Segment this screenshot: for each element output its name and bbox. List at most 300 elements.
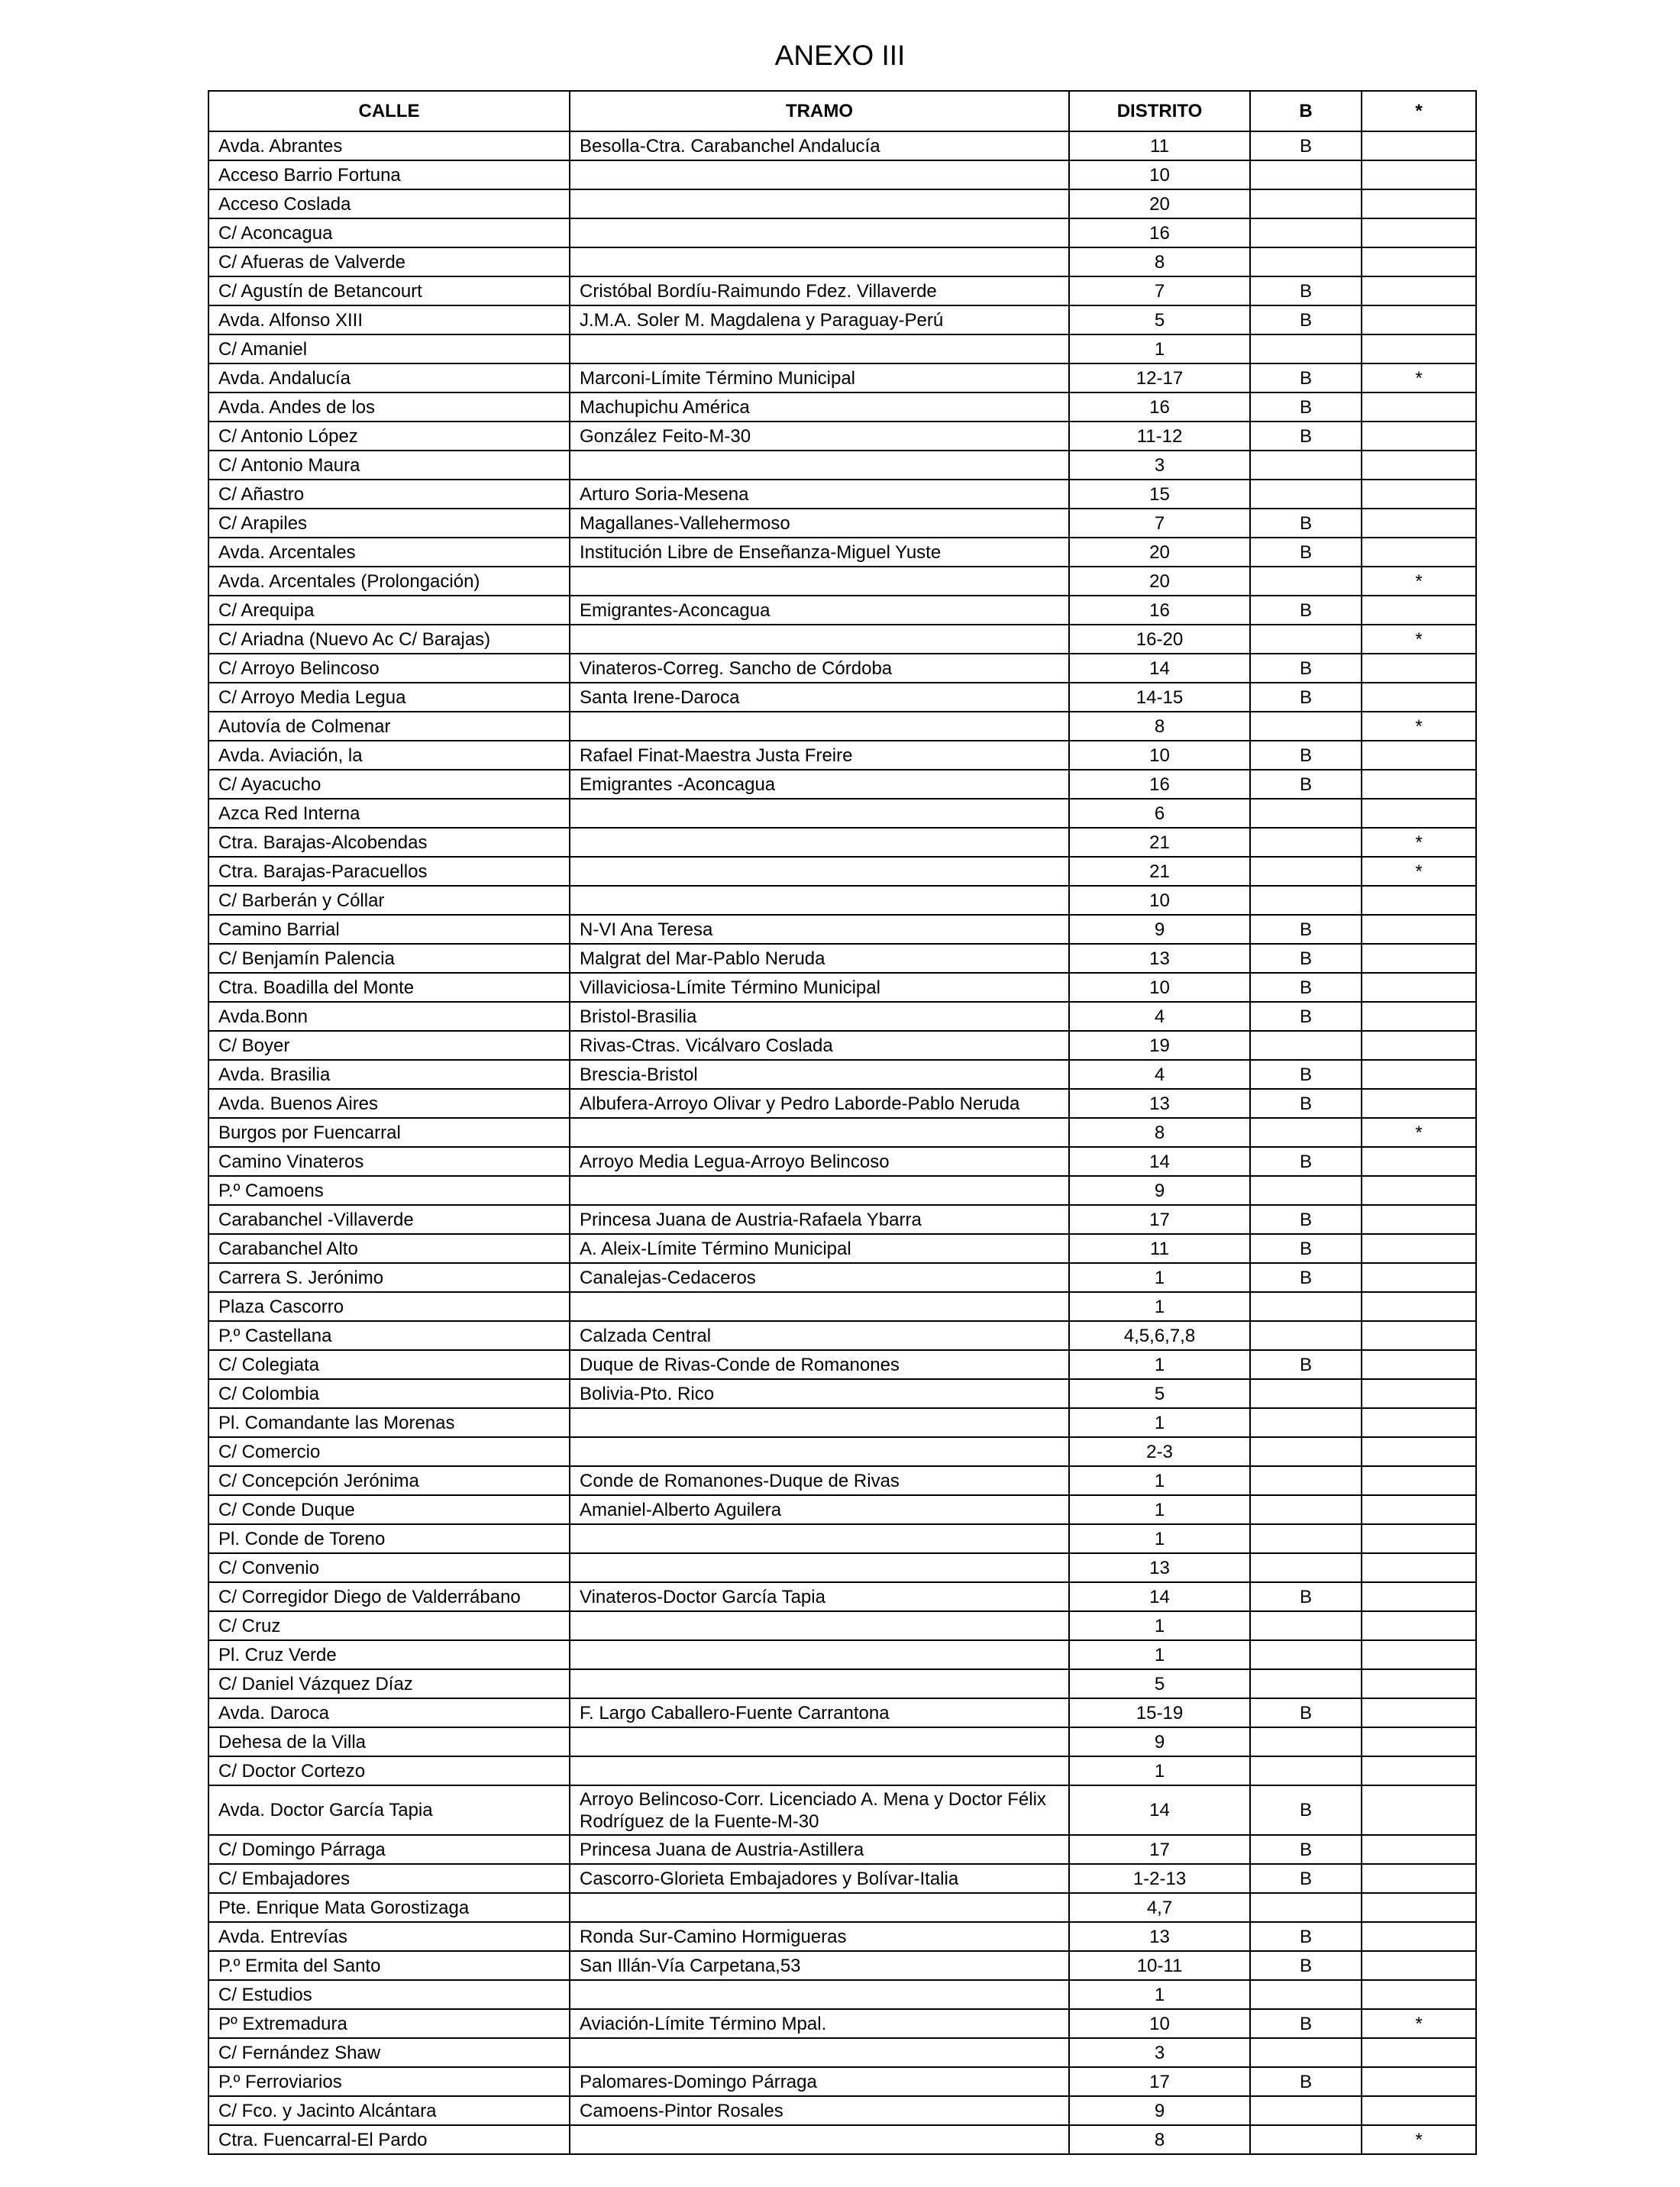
cell-b: B bbox=[1250, 915, 1362, 944]
cell-b bbox=[1250, 160, 1362, 189]
cell-star bbox=[1362, 422, 1476, 451]
cell-star bbox=[1362, 189, 1476, 218]
table-row bbox=[208, 1864, 1476, 1893]
cell-calle: Avda. Arcentales bbox=[208, 538, 570, 567]
cell-b: B bbox=[1250, 1089, 1362, 1118]
table-row bbox=[208, 160, 1476, 189]
cell-tramo bbox=[570, 2125, 1069, 2154]
cell-calle: C/ Domingo Párraga bbox=[208, 1835, 570, 1864]
cell-tramo bbox=[570, 160, 1069, 189]
cell-tramo: Bristol-Brasilia bbox=[570, 1002, 1069, 1031]
cell-b bbox=[1250, 886, 1362, 915]
cell-star: * bbox=[1362, 625, 1476, 654]
cell-calle: C/ Arroyo Belincoso bbox=[208, 654, 570, 683]
cell-star bbox=[1362, 2067, 1476, 2096]
cell-b bbox=[1250, 189, 1362, 218]
table-row bbox=[208, 1951, 1476, 1980]
cell-distrito: 8 bbox=[1069, 712, 1250, 741]
cell-distrito: 11 bbox=[1069, 1234, 1250, 1263]
table-row bbox=[208, 1379, 1476, 1408]
cell-star bbox=[1362, 131, 1476, 160]
table-row bbox=[208, 2067, 1476, 2096]
cell-calle: Avda. Daroca bbox=[208, 1698, 570, 1727]
cell-calle: C/ Colegiata bbox=[208, 1350, 570, 1379]
cell-star bbox=[1362, 1060, 1476, 1089]
cell-b: B bbox=[1250, 276, 1362, 305]
table-row bbox=[208, 1980, 1476, 2009]
cell-star bbox=[1362, 741, 1476, 770]
cell-b bbox=[1250, 1669, 1362, 1698]
cell-tramo: Cristóbal Bordíu-Raimundo Fdez. Villaverde bbox=[570, 276, 1069, 305]
cell-calle: Avda.Bonn bbox=[208, 1002, 570, 1031]
table-row bbox=[208, 1756, 1476, 1785]
cell-distrito: 17 bbox=[1069, 1835, 1250, 1864]
cell-distrito: 21 bbox=[1069, 828, 1250, 857]
cell-calle: C/ Arroyo Media Legua bbox=[208, 683, 570, 712]
cell-tramo: San Illán-Vía Carpetana,53 bbox=[570, 1951, 1069, 1980]
cell-tramo: A. Aleix-Límite Término Municipal bbox=[570, 1234, 1069, 1263]
cell-star bbox=[1362, 1495, 1476, 1524]
cell-calle: Camino Vinateros bbox=[208, 1147, 570, 1176]
cell-star bbox=[1362, 1756, 1476, 1785]
table-row bbox=[208, 741, 1476, 770]
cell-distrito: 14 bbox=[1069, 1582, 1250, 1611]
cell-distrito: 14 bbox=[1069, 1147, 1250, 1176]
cell-distrito: 8 bbox=[1069, 1118, 1250, 1147]
cell-calle: Camino Barrial bbox=[208, 915, 570, 944]
cell-distrito: 10 bbox=[1069, 2009, 1250, 2038]
cell-calle: Avda. Entrevías bbox=[208, 1922, 570, 1951]
cell-b bbox=[1250, 1031, 1362, 1060]
cell-calle: C/ Ariadna (Nuevo Ac C/ Barajas) bbox=[208, 625, 570, 654]
table-row bbox=[208, 1234, 1476, 1263]
cell-calle: Avda. Andes de los bbox=[208, 392, 570, 422]
cell-b: B bbox=[1250, 2067, 1362, 2096]
cell-distrito: 17 bbox=[1069, 2067, 1250, 2096]
cell-distrito: 17 bbox=[1069, 1205, 1250, 1234]
cell-star: * bbox=[1362, 567, 1476, 596]
cell-b bbox=[1250, 857, 1362, 886]
table-row bbox=[208, 1553, 1476, 1582]
cell-calle: C/ Corregidor Diego de Valderrábano bbox=[208, 1582, 570, 1611]
cell-calle: C/ Amaniel bbox=[208, 334, 570, 363]
cell-distrito: 19 bbox=[1069, 1031, 1250, 1060]
cell-calle: Ctra. Barajas-Paracuellos bbox=[208, 857, 570, 886]
cell-star: * bbox=[1362, 2009, 1476, 2038]
cell-star bbox=[1362, 247, 1476, 276]
cell-calle: Avda. Arcentales (Prolongación) bbox=[208, 567, 570, 596]
cell-calle: Avda. Brasilia bbox=[208, 1060, 570, 1089]
cell-calle: C/ Fernández Shaw bbox=[208, 2038, 570, 2067]
cell-b bbox=[1250, 1611, 1362, 1640]
cell-star bbox=[1362, 1582, 1476, 1611]
cell-calle: C/ Fco. y Jacinto Alcántara bbox=[208, 2096, 570, 2125]
cell-star bbox=[1362, 1379, 1476, 1408]
cell-b bbox=[1250, 1553, 1362, 1582]
cell-distrito: 9 bbox=[1069, 2096, 1250, 2125]
cell-b: B bbox=[1250, 944, 1362, 973]
cell-tramo bbox=[570, 1893, 1069, 1922]
cell-calle: C/ Aconcagua bbox=[208, 218, 570, 247]
cell-b: B bbox=[1250, 1060, 1362, 1089]
table-row bbox=[208, 596, 1476, 625]
cell-calle: Avda. Abrantes bbox=[208, 131, 570, 160]
cell-calle: C/ Arapiles bbox=[208, 509, 570, 538]
cell-star bbox=[1362, 392, 1476, 422]
cell-star bbox=[1362, 1864, 1476, 1893]
cell-distrito: 2-3 bbox=[1069, 1437, 1250, 1466]
cell-calle: Azca Red Interna bbox=[208, 799, 570, 828]
cell-distrito: 16-20 bbox=[1069, 625, 1250, 654]
cell-tramo: N-VI Ana Teresa bbox=[570, 915, 1069, 944]
cell-tramo: Canalejas-Cedaceros bbox=[570, 1263, 1069, 1292]
cell-distrito: 5 bbox=[1069, 1379, 1250, 1408]
cell-tramo: Malgrat del Mar-Pablo Neruda bbox=[570, 944, 1069, 973]
cell-tramo: Amaniel-Alberto Aguilera bbox=[570, 1495, 1069, 1524]
cell-calle: Pte. Enrique Mata Gorostizaga bbox=[208, 1893, 570, 1922]
cell-calle: C/ Comercio bbox=[208, 1437, 570, 1466]
table-row bbox=[208, 683, 1476, 712]
table-row bbox=[208, 1835, 1476, 1864]
cell-star bbox=[1362, 1292, 1476, 1321]
cell-tramo: Arroyo Media Legua-Arroyo Belincoso bbox=[570, 1147, 1069, 1176]
cell-distrito: 1 bbox=[1069, 334, 1250, 363]
cell-distrito: 16 bbox=[1069, 770, 1250, 799]
table-body bbox=[208, 131, 1476, 2154]
cell-tramo bbox=[570, 247, 1069, 276]
cell-star bbox=[1362, 160, 1476, 189]
cell-b bbox=[1250, 1437, 1362, 1466]
cell-tramo: Vinateros-Correg. Sancho de Córdoba bbox=[570, 654, 1069, 683]
cell-star bbox=[1362, 683, 1476, 712]
cell-b: B bbox=[1250, 770, 1362, 799]
cell-calle: Pº Extremadura bbox=[208, 2009, 570, 2038]
cell-star bbox=[1362, 973, 1476, 1002]
cell-tramo bbox=[570, 218, 1069, 247]
cell-star bbox=[1362, 480, 1476, 509]
table-row bbox=[208, 247, 1476, 276]
cell-calle: C/ Convenio bbox=[208, 1553, 570, 1582]
cell-b: B bbox=[1250, 538, 1362, 567]
cell-distrito: 1 bbox=[1069, 1466, 1250, 1495]
cell-b: B bbox=[1250, 1263, 1362, 1292]
cell-star bbox=[1362, 1951, 1476, 1980]
cell-tramo: Calzada Central bbox=[570, 1321, 1069, 1350]
table-row bbox=[208, 2125, 1476, 2154]
cell-calle: Avda. Doctor García Tapia bbox=[208, 1785, 570, 1835]
cell-tramo bbox=[570, 1727, 1069, 1756]
cell-calle: Ctra. Fuencarral-El Pardo bbox=[208, 2125, 570, 2154]
cell-tramo: Duque de Rivas-Conde de Romanones bbox=[570, 1350, 1069, 1379]
cell-calle: Ctra. Boadilla del Monte bbox=[208, 973, 570, 1002]
cell-distrito: 20 bbox=[1069, 567, 1250, 596]
cell-tramo bbox=[570, 1553, 1069, 1582]
table-row bbox=[208, 1263, 1476, 1292]
cell-b bbox=[1250, 2125, 1362, 2154]
table-row bbox=[208, 218, 1476, 247]
cell-tramo: Rivas-Ctras. Vicálvaro Coslada bbox=[570, 1031, 1069, 1060]
cell-b bbox=[1250, 1292, 1362, 1321]
street-table bbox=[208, 90, 1477, 2155]
cell-distrito: 14 bbox=[1069, 1785, 1250, 1835]
cell-star bbox=[1362, 770, 1476, 799]
cell-calle: Burgos por Fuencarral bbox=[208, 1118, 570, 1147]
cell-calle: C/ Añastro bbox=[208, 480, 570, 509]
cell-b bbox=[1250, 712, 1362, 741]
cell-star bbox=[1362, 886, 1476, 915]
cell-b: B bbox=[1250, 1350, 1362, 1379]
table-row bbox=[208, 857, 1476, 886]
cell-b bbox=[1250, 799, 1362, 828]
cell-calle: Pl. Comandante las Morenas bbox=[208, 1408, 570, 1437]
table-row bbox=[208, 1118, 1476, 1147]
cell-b bbox=[1250, 1379, 1362, 1408]
cell-b: B bbox=[1250, 1951, 1362, 1980]
table-row bbox=[208, 276, 1476, 305]
cell-distrito: 13 bbox=[1069, 1089, 1250, 1118]
table-row bbox=[208, 1060, 1476, 1089]
cell-star bbox=[1362, 2096, 1476, 2125]
cell-calle: C/ Barberán y Cóllar bbox=[208, 886, 570, 915]
cell-star: * bbox=[1362, 828, 1476, 857]
cell-calle: Avda. Andalucía bbox=[208, 363, 570, 392]
cell-b bbox=[1250, 2096, 1362, 2125]
table-row bbox=[208, 422, 1476, 451]
cell-b: B bbox=[1250, 392, 1362, 422]
cell-calle: Pl. Cruz Verde bbox=[208, 1640, 570, 1669]
page-title: ANEXO III bbox=[774, 40, 906, 71]
cell-tramo bbox=[570, 799, 1069, 828]
cell-calle: Carabanchel -Villaverde bbox=[208, 1205, 570, 1234]
table-row bbox=[208, 392, 1476, 422]
table-row bbox=[208, 1495, 1476, 1524]
cell-b: B bbox=[1250, 131, 1362, 160]
cell-tramo: J.M.A. Soler M. Magdalena y Paraguay-Perú bbox=[570, 305, 1069, 334]
cell-tramo: Marconi-Límite Término Municipal bbox=[570, 363, 1069, 392]
table-row bbox=[208, 799, 1476, 828]
cell-calle: C/ Agustín de Betancourt bbox=[208, 276, 570, 305]
cell-b: B bbox=[1250, 1205, 1362, 1234]
cell-tramo: Santa Irene-Daroca bbox=[570, 683, 1069, 712]
cell-tramo bbox=[570, 1437, 1069, 1466]
cell-star: * bbox=[1362, 2125, 1476, 2154]
table-row bbox=[208, 1292, 1476, 1321]
cell-calle: Carrera S. Jerónimo bbox=[208, 1263, 570, 1292]
table-row bbox=[208, 944, 1476, 973]
cell-tramo bbox=[570, 1669, 1069, 1698]
cell-star bbox=[1362, 944, 1476, 973]
cell-distrito: 11 bbox=[1069, 131, 1250, 160]
cell-b bbox=[1250, 1524, 1362, 1553]
cell-star bbox=[1362, 596, 1476, 625]
cell-distrito: 10 bbox=[1069, 973, 1250, 1002]
cell-distrito: 1 bbox=[1069, 1524, 1250, 1553]
cell-distrito: 9 bbox=[1069, 915, 1250, 944]
cell-distrito: 4,5,6,7,8 bbox=[1069, 1321, 1250, 1350]
cell-star bbox=[1362, 1835, 1476, 1864]
cell-tramo: Ronda Sur-Camino Hormigueras bbox=[570, 1922, 1069, 1951]
cell-tramo bbox=[570, 2038, 1069, 2067]
cell-tramo bbox=[570, 857, 1069, 886]
table-row bbox=[208, 1031, 1476, 1060]
table-row bbox=[208, 1321, 1476, 1350]
cell-b bbox=[1250, 625, 1362, 654]
table-row bbox=[208, 334, 1476, 363]
cell-calle: C/ Concepción Jerónima bbox=[208, 1466, 570, 1495]
cell-tramo bbox=[570, 567, 1069, 596]
table-row bbox=[208, 1640, 1476, 1669]
table-row bbox=[208, 1147, 1476, 1176]
cell-star bbox=[1362, 799, 1476, 828]
cell-calle: P.º Ferroviarios bbox=[208, 2067, 570, 2096]
header-b: B bbox=[1250, 91, 1362, 131]
cell-calle: C/ Afueras de Valverde bbox=[208, 247, 570, 276]
cell-b bbox=[1250, 1321, 1362, 1350]
table-row bbox=[208, 1437, 1476, 1466]
cell-b: B bbox=[1250, 1785, 1362, 1835]
cell-tramo bbox=[570, 1292, 1069, 1321]
cell-tramo: Emigrantes -Aconcagua bbox=[570, 770, 1069, 799]
cell-tramo: Palomares-Domingo Párraga bbox=[570, 2067, 1069, 2096]
header-calle: CALLE bbox=[208, 91, 570, 131]
table-row bbox=[208, 828, 1476, 857]
cell-distrito: 4 bbox=[1069, 1060, 1250, 1089]
cell-tramo: Conde de Romanones-Duque de Rivas bbox=[570, 1466, 1069, 1495]
cell-tramo bbox=[570, 828, 1069, 857]
cell-distrito: 10 bbox=[1069, 741, 1250, 770]
cell-b: B bbox=[1250, 305, 1362, 334]
table-row bbox=[208, 1466, 1476, 1495]
cell-distrito: 16 bbox=[1069, 218, 1250, 247]
cell-distrito: 3 bbox=[1069, 451, 1250, 480]
cell-calle: Plaza Cascorro bbox=[208, 1292, 570, 1321]
table-row bbox=[208, 480, 1476, 509]
cell-star bbox=[1362, 1031, 1476, 1060]
cell-b bbox=[1250, 2038, 1362, 2067]
cell-distrito: 21 bbox=[1069, 857, 1250, 886]
cell-b bbox=[1250, 1466, 1362, 1495]
cell-star bbox=[1362, 1640, 1476, 1669]
cell-star bbox=[1362, 334, 1476, 363]
table-row bbox=[208, 189, 1476, 218]
cell-star: * bbox=[1362, 363, 1476, 392]
cell-star bbox=[1362, 1698, 1476, 1727]
cell-star bbox=[1362, 1669, 1476, 1698]
cell-b bbox=[1250, 218, 1362, 247]
cell-distrito: 1-2-13 bbox=[1069, 1864, 1250, 1893]
cell-distrito: 1 bbox=[1069, 1263, 1250, 1292]
table-row bbox=[208, 1524, 1476, 1553]
cell-distrito: 4 bbox=[1069, 1002, 1250, 1031]
cell-distrito: 9 bbox=[1069, 1176, 1250, 1205]
cell-b bbox=[1250, 1118, 1362, 1147]
cell-tramo: Besolla-Ctra. Carabanchel Andalucía bbox=[570, 131, 1069, 160]
table-row bbox=[208, 1698, 1476, 1727]
cell-calle: C/ Embajadores bbox=[208, 1864, 570, 1893]
cell-star: * bbox=[1362, 1118, 1476, 1147]
cell-tramo: Emigrantes-Aconcagua bbox=[570, 596, 1069, 625]
cell-tramo: González Feito-M-30 bbox=[570, 422, 1069, 451]
cell-b: B bbox=[1250, 2009, 1362, 2038]
cell-b bbox=[1250, 1495, 1362, 1524]
cell-star bbox=[1362, 1727, 1476, 1756]
cell-b bbox=[1250, 1176, 1362, 1205]
table-row bbox=[208, 509, 1476, 538]
cell-calle: C/ Boyer bbox=[208, 1031, 570, 1060]
cell-tramo: Vinateros-Doctor García Tapia bbox=[570, 1582, 1069, 1611]
cell-tramo bbox=[570, 334, 1069, 363]
cell-tramo bbox=[570, 1640, 1069, 1669]
cell-distrito: 1 bbox=[1069, 1980, 1250, 2009]
table-row bbox=[208, 131, 1476, 160]
cell-star bbox=[1362, 1263, 1476, 1292]
cell-star: * bbox=[1362, 857, 1476, 886]
cell-distrito: 16 bbox=[1069, 392, 1250, 422]
cell-b bbox=[1250, 567, 1362, 596]
cell-star bbox=[1362, 305, 1476, 334]
cell-b bbox=[1250, 247, 1362, 276]
cell-distrito: 5 bbox=[1069, 1669, 1250, 1698]
cell-distrito: 1 bbox=[1069, 1350, 1250, 1379]
cell-distrito: 15 bbox=[1069, 480, 1250, 509]
table-row bbox=[208, 1785, 1476, 1835]
cell-distrito: 13 bbox=[1069, 1553, 1250, 1582]
cell-b: B bbox=[1250, 1582, 1362, 1611]
cell-distrito: 14-15 bbox=[1069, 683, 1250, 712]
cell-calle: Acceso Barrio Fortuna bbox=[208, 160, 570, 189]
cell-tramo bbox=[570, 451, 1069, 480]
cell-calle: C/ Benjamín Palencia bbox=[208, 944, 570, 973]
table-row bbox=[208, 305, 1476, 334]
cell-tramo: Bolivia-Pto. Rico bbox=[570, 1379, 1069, 1408]
cell-star bbox=[1362, 1922, 1476, 1951]
cell-tramo bbox=[570, 1756, 1069, 1785]
table-row bbox=[208, 2009, 1476, 2038]
cell-tramo: Arturo Soria-Mesena bbox=[570, 480, 1069, 509]
cell-distrito: 11-12 bbox=[1069, 422, 1250, 451]
cell-distrito: 13 bbox=[1069, 944, 1250, 973]
cell-distrito: 5 bbox=[1069, 305, 1250, 334]
table-row bbox=[208, 1350, 1476, 1379]
cell-distrito: 1 bbox=[1069, 1408, 1250, 1437]
cell-tramo: Magallanes-Vallehermoso bbox=[570, 509, 1069, 538]
cell-tramo: Machupichu América bbox=[570, 392, 1069, 422]
cell-calle: C/ Conde Duque bbox=[208, 1495, 570, 1524]
table-row bbox=[208, 1669, 1476, 1698]
cell-calle: Carabanchel Alto bbox=[208, 1234, 570, 1263]
cell-star bbox=[1362, 1408, 1476, 1437]
cell-b bbox=[1250, 1408, 1362, 1437]
cell-calle: Acceso Coslada bbox=[208, 189, 570, 218]
cell-tramo: Princesa Juana de Austria-Rafaela Ybarra bbox=[570, 1205, 1069, 1234]
cell-tramo bbox=[570, 1176, 1069, 1205]
cell-star bbox=[1362, 1321, 1476, 1350]
table-row bbox=[208, 973, 1476, 1002]
cell-b: B bbox=[1250, 596, 1362, 625]
cell-b: B bbox=[1250, 422, 1362, 451]
table-row bbox=[208, 915, 1476, 944]
cell-b: B bbox=[1250, 1835, 1362, 1864]
cell-star: * bbox=[1362, 712, 1476, 741]
cell-calle: C/ Ayacucho bbox=[208, 770, 570, 799]
cell-calle: P.º Castellana bbox=[208, 1321, 570, 1350]
cell-tramo bbox=[570, 1118, 1069, 1147]
cell-b bbox=[1250, 1893, 1362, 1922]
cell-b: B bbox=[1250, 363, 1362, 392]
cell-tramo bbox=[570, 886, 1069, 915]
table-row bbox=[208, 1922, 1476, 1951]
cell-b bbox=[1250, 1756, 1362, 1785]
